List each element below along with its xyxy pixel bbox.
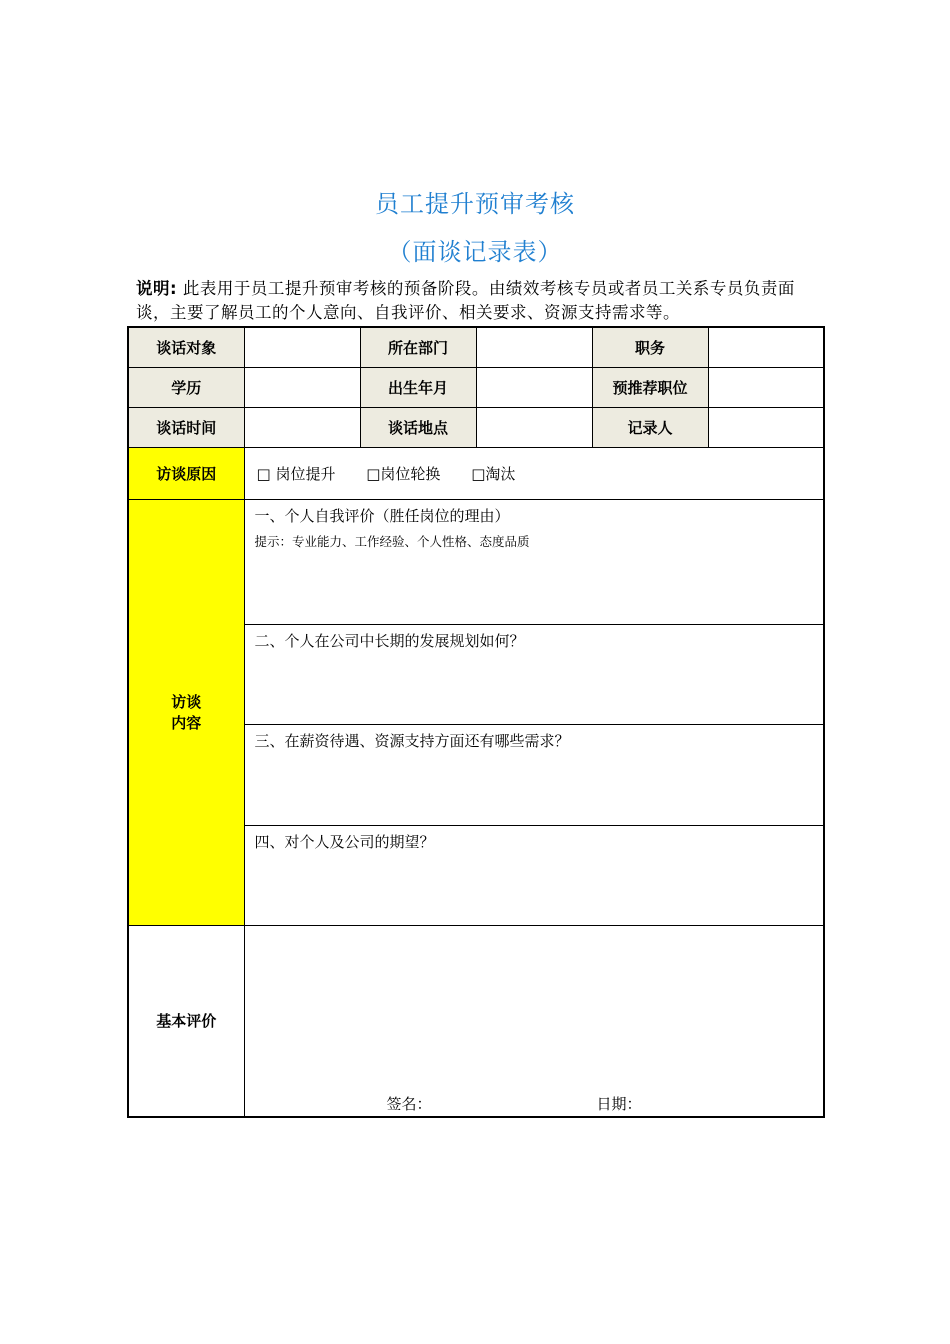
date-label: 日期：: [596, 1095, 642, 1113]
header-row: [128, 367, 824, 407]
interview-form-table: [127, 326, 825, 1118]
header-row: [128, 407, 824, 447]
description-label: 说明:: [136, 279, 178, 298]
question-text: 二、个人在公司中长期的发展规划如何？: [254, 631, 525, 650]
field-interviewee[interactable]: [244, 327, 360, 367]
description-text: 此表用于员工提升预审考核的预备阶段。由绩效考核专员或者员工关系专员负责面谈，主要了解员工的个人意向、自我评价、相关要求、资源支持需求等。: [136, 279, 795, 322]
description: [136, 277, 826, 325]
checkbox-elimination[interactable]: □淘汰: [471, 464, 516, 483]
label-position: 职务: [592, 327, 708, 367]
content-label-line2: 内容: [171, 714, 202, 732]
field-basic-evaluation[interactable]: [244, 925, 824, 1117]
question-text: 一、个人自我评价（胜任岗位的理由）: [254, 506, 510, 525]
question-self-evaluation[interactable]: [244, 499, 824, 624]
label-interview-content: [128, 499, 244, 925]
checkbox-rotation[interactable]: □岗位轮换: [366, 464, 441, 483]
header-row: [128, 327, 824, 367]
reason-options: [244, 447, 824, 499]
label-interviewee: 谈话对象: [128, 327, 244, 367]
field-education[interactable]: [244, 367, 360, 407]
label-interview-time: 谈话时间: [128, 407, 244, 447]
field-department[interactable]: [476, 327, 592, 367]
question-hint: 提示：专业能力、工作经验、个人性格、态度品质: [254, 533, 530, 549]
reason-row: [128, 447, 824, 499]
form-subtitle: （面谈记录表）: [387, 238, 563, 266]
label-department: 所在部门: [360, 327, 476, 367]
label-education: 学历: [128, 367, 244, 407]
label-interview-location: 谈话地点: [360, 407, 476, 447]
content-label-line1: 访谈: [171, 693, 202, 711]
field-recorder[interactable]: [708, 407, 824, 447]
question-development-plan[interactable]: [244, 624, 824, 724]
label-interview-reason: 访谈原因: [128, 447, 244, 499]
field-interview-time[interactable]: [244, 407, 360, 447]
field-recommended-position[interactable]: [708, 367, 824, 407]
question-text: 四、对个人及公司的期望？: [254, 832, 435, 851]
field-birth-date[interactable]: [476, 367, 592, 407]
field-interview-location[interactable]: [476, 407, 592, 447]
checkbox-promotion[interactable]: □ 岗位提升: [256, 464, 336, 483]
label-birth-date: 出生年月: [360, 367, 476, 407]
label-basic-evaluation: 基本评价: [128, 925, 244, 1117]
evaluation-row: [128, 925, 824, 1117]
question-text: 三、在薪资待遇、资源支持方面还有哪些需求？: [254, 731, 570, 750]
form-title: 员工提升预审考核: [375, 190, 575, 218]
question-expectations[interactable]: [244, 825, 824, 925]
label-recorder: 记录人: [592, 407, 708, 447]
signature-label: 签名：: [386, 1095, 432, 1113]
field-position[interactable]: [708, 327, 824, 367]
label-recommended-position: 预推荐职位: [592, 367, 708, 407]
question-salary-needs[interactable]: [244, 724, 824, 825]
content-row: [128, 499, 824, 624]
